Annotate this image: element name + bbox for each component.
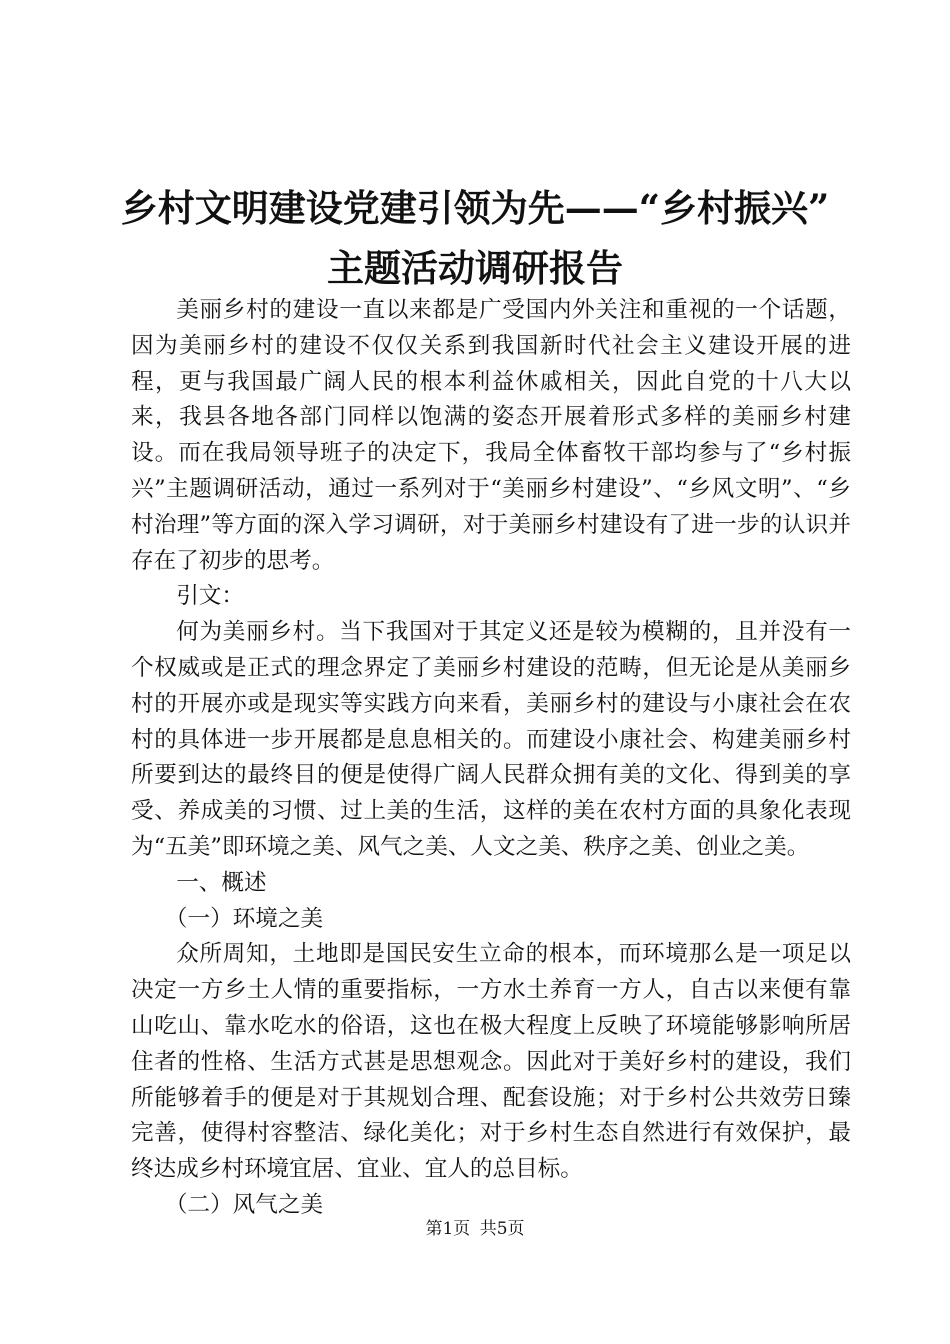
foreword-paragraph: 何为美丽乡村。当下我国对于其定义还是较为模糊的，且并没有一个权威或是正式的理念界定了美丽乡村建设的范畴，但无论是从美丽乡村的开展亦或是现实等实践方向来看，美丽乡村的建设与小康社会在农村的具体进一步开展都是息息相关的。而建设小康社会、构建美丽乡村所要到达的最终目的便是使得广阔人民群众拥有美的文化、得到美的享受、养成美的习惯、过上美的生活，这样的美在农村方面的具象化表现为“五美”即环境之美、风气之美、人文之美、秩序之美、创业之美。 (131, 619, 851, 860)
document-title-line-1: 乡村文明建设党建引领为先——“乡村振兴” (120, 186, 830, 230)
section-heading-overview: 一、概述 (176, 869, 267, 896)
subsection-heading-environment: （一）环境之美 (164, 905, 324, 932)
page-footer: 第1页 共5页 (425, 1219, 525, 1239)
subsection-heading-customs: （二）风气之美 (164, 1191, 324, 1218)
document-body (131, 293, 851, 1224)
environment-paragraph: 众所周知，土地即是国民安生立命的根本，而环境那么是一项足以决定一方乡土人情的重要指标，一方水土养育一方人，自古以来便有靠山吃山、靠水吃水的俗语，这也在极大程度上反映了环境能够影响所居住者的性格、生活方式甚是思想观念。因此对于美好乡村的建设，我们所能够着手的便是对于其规划合理、配套设施；对于乡村公共效劳日臻完善，使得村容整洁、绿化美化；对于乡村生态自然进行有效保护，最终达成乡村环境宜居、宜业、宜人的总目标。 (131, 941, 851, 1183)
foreword-heading: 引文： (176, 583, 244, 610)
intro-paragraph: 美丽乡村的建设一直以来都是广受国内外关注和重视的一个话题，因为美丽乡村的建设不仅仅关系到我国新时代社会主义建设开展的进程，更与我国最广阔人民的根本利益休戚相关，因此自党的十八大以来，我县各地各部门同样以饱满的姿态开展着形式多样的美丽乡村建设。而在我局领导班子的决定下，我局全体畜牧干部均参与了“乡村振兴”主题调研活动，通过一系列对于“美丽乡村建设”、“乡风文明”、“乡村治理”等方面的深入学习调研，对于美丽乡村建设有了进一步的认识并存在了初步的思考。 (131, 297, 851, 574)
document-title-line-2: 主题活动调研报告 (327, 246, 623, 290)
